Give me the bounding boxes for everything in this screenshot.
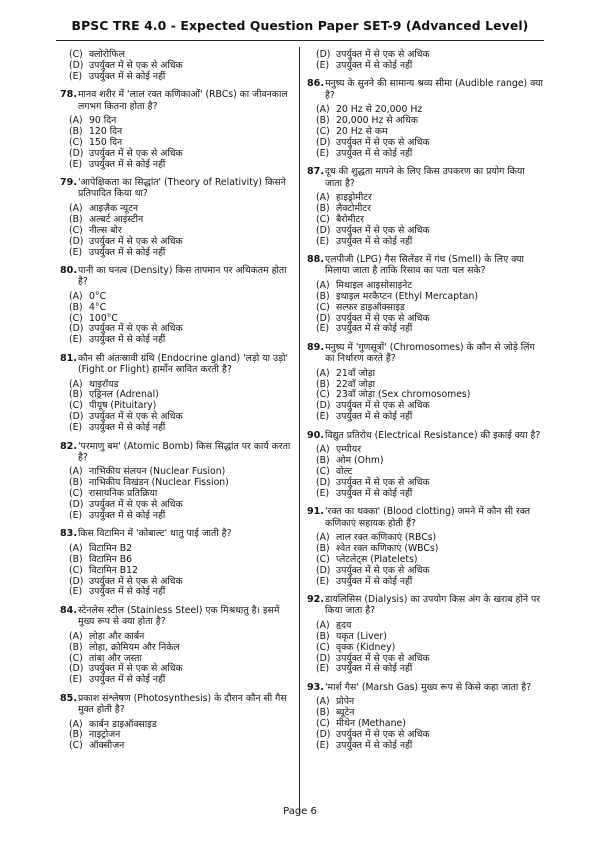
question-block — [307, 254, 543, 335]
option-label: (D) — [316, 476, 331, 488]
question-block — [60, 177, 296, 258]
question-number: 80. — [60, 264, 77, 276]
option-text: उपर्युक्त में से एक से अधिक — [336, 652, 430, 664]
option-label: (C) — [69, 488, 83, 500]
option-text: उपर्युक्त में से कोई नहीं — [336, 487, 413, 499]
option-text: उपर्युक्त में से कोई नहीं — [336, 235, 413, 247]
question-number: 86. — [307, 78, 324, 90]
option-label: (B) — [316, 630, 330, 642]
option-label: (E) — [69, 70, 83, 82]
option-text: लोहा, क्रोमियम और निकेल — [89, 641, 180, 653]
question-number: 93. — [307, 681, 324, 693]
option-text: ऑक्सीजन — [89, 740, 125, 752]
option — [307, 149, 543, 160]
option-label: (D) — [69, 235, 84, 247]
option-label: (E) — [316, 147, 330, 159]
option-text: मिथाइल आइसोसाइनेट — [336, 279, 413, 291]
carryover-options — [60, 50, 296, 83]
question-number: 84. — [60, 604, 77, 616]
option-text: उपर्युक्त में से कोई नहीं — [89, 422, 166, 434]
question-number: 90. — [307, 429, 324, 441]
option-label: (B) — [69, 477, 83, 489]
option-label: (C) — [69, 49, 83, 60]
option — [307, 324, 543, 335]
option-label: (A) — [316, 696, 330, 708]
question-header — [307, 682, 543, 693]
question-header — [307, 506, 543, 529]
question-header — [307, 342, 543, 365]
option-label: (C) — [69, 564, 83, 576]
option-text: उपर्युक्त में से कोई नहीं — [89, 510, 166, 522]
option-label: (D) — [316, 728, 331, 740]
option-text: अल्बर्ट आइंस्टीन — [89, 213, 144, 225]
option-text: 120 दिन — [89, 125, 123, 137]
option — [307, 412, 543, 423]
option-label: (D) — [316, 136, 331, 148]
question-text: प्रकाश संश्लेषण (Photosynthesis) के दौरान कौन सी गैस मुक्त होती है? — [78, 692, 287, 716]
option-text: नाइट्रोजन — [89, 729, 121, 741]
option-label: (D) — [316, 224, 331, 236]
question-number: 78. — [60, 89, 77, 101]
option-text: उपर्युक्त में से एक से अधिक — [89, 663, 183, 675]
option-label: (D) — [316, 49, 331, 60]
option-text: उपर्युक्त में से एक से अधिक — [336, 136, 430, 148]
header-rule — [56, 40, 544, 41]
option-text: उपर्युक्त में से कोई नहीं — [89, 246, 166, 258]
option — [60, 303, 296, 314]
option-label: (D) — [316, 564, 331, 576]
option-text: उपर्युक्त में से कोई नहीं — [336, 575, 413, 587]
option-text: श्वेत रक्त कणिकाएं (WBCs) — [336, 542, 439, 554]
option-text: वृक्क (Kidney) — [336, 641, 396, 653]
option-label: (C) — [69, 400, 83, 412]
option-text: उपर्युक्त में से एक से अधिक — [336, 728, 430, 740]
option — [307, 741, 543, 752]
option-label: (E) — [316, 487, 330, 499]
option-label: (A) — [316, 444, 330, 456]
option — [60, 160, 296, 171]
option — [60, 72, 296, 83]
option-text: 22वाँ जोड़ा — [336, 378, 376, 390]
question-text: एलपीजी (LPG) गैस सिलेंडर में गंध (Smell) के लिए क्या मिलाया जाता है ताकि रिसाव का पता चल सके? — [325, 254, 524, 277]
option-text: ब्यूटेन — [336, 707, 355, 719]
option-text: प्लेटलेट्स (Platelets) — [336, 553, 418, 565]
option-label: (E) — [69, 246, 83, 258]
option-text: उपर्युक्त में से एक से अधिक — [336, 476, 430, 488]
question-header — [60, 353, 296, 376]
question-block — [307, 682, 543, 752]
option-text: हृदय — [336, 619, 352, 631]
option-label: (C) — [316, 641, 330, 653]
option-text: उपर्युक्त में से कोई नहीं — [336, 739, 413, 751]
option — [60, 675, 296, 686]
option-label: (E) — [316, 739, 330, 751]
option-text: लाल रक्त कणिकाएं (RBCs) — [336, 531, 437, 543]
option-label: (D) — [69, 323, 84, 335]
question-header — [60, 528, 296, 539]
option-text: विटामिन B6 — [89, 553, 133, 565]
option-text: एड्रिनल (Adrenal) — [89, 389, 159, 401]
option-label: (A) — [316, 191, 330, 203]
page-title: BPSC TRE 4.0 - Expected Question Paper SET-9 (Advanced Level) — [71, 18, 529, 33]
option-label: (A) — [316, 104, 330, 116]
option-label: (E) — [69, 422, 83, 434]
option-text: ओम (Ohm) — [336, 455, 384, 466]
column-divider — [299, 47, 300, 813]
option-text: उपर्युक्त में से कोई नहीं — [336, 59, 413, 71]
option-label: (C) — [316, 718, 330, 730]
option-text: उपर्युक्त में से एक से अधिक — [336, 224, 430, 236]
option-text: 20 Hz से 20,000 Hz — [336, 104, 423, 116]
option-text: उपर्युक्त में से कोई नहीं — [89, 674, 166, 686]
option-label: (E) — [316, 235, 330, 247]
question-block — [307, 166, 543, 247]
option-label: (D) — [69, 59, 84, 71]
option-text: लोहा और कार्बन — [89, 630, 145, 642]
option — [307, 226, 543, 237]
option-text: उपर्युक्त में से एक से अधिक — [89, 323, 183, 335]
question-header — [307, 594, 543, 617]
option-text: 20 Hz से कम — [336, 125, 388, 137]
option-text: तांबा और जस्ता — [89, 652, 142, 664]
option-label: (E) — [316, 411, 330, 423]
option-label: (C) — [69, 652, 83, 664]
option — [60, 587, 296, 598]
option-text: उपर्युक्त में से एक से अधिक — [336, 49, 430, 60]
question-header — [307, 78, 543, 101]
option-label: (B) — [316, 542, 330, 554]
question-header — [60, 177, 296, 200]
option — [60, 643, 296, 654]
option — [307, 292, 543, 303]
option-text: रासायनिक प्रतिक्रिया — [89, 488, 158, 500]
option-label: (E) — [69, 158, 83, 170]
option — [307, 643, 543, 654]
question-block — [60, 605, 296, 686]
option-label: (A) — [316, 531, 330, 543]
question-number: 83. — [60, 528, 77, 540]
option-label: (B) — [69, 729, 83, 741]
question-block — [60, 89, 296, 170]
option-text: क्लोरोफिल — [89, 49, 125, 60]
question-text: मानव शरीर में 'लाल रक्त कणिकाओं' (RBCs) का जीवनकाल लगभग कितना होता है? — [78, 89, 288, 112]
option-text: यकृत (Liver) — [336, 630, 387, 642]
option — [307, 664, 543, 675]
question-number: 79. — [60, 177, 77, 189]
option-label: (E) — [69, 674, 83, 686]
option-label: (C) — [69, 136, 83, 148]
question-text: विद्युत प्रतिरोध (Electrical Resistance) की इकाई क्या है? — [325, 429, 541, 441]
question-number: 88. — [307, 254, 324, 265]
option-text: उपर्युक्त में से एक से अधिक — [89, 235, 183, 247]
question-text: किस विटामिन में 'कोबाल्ट' धातु पाई जाती है? — [78, 528, 232, 540]
option-label: (D) — [69, 499, 84, 511]
option — [307, 632, 543, 643]
option-text: नील्स बोर — [89, 224, 122, 236]
option — [307, 237, 543, 248]
option-text: 23वाँ जोड़ा (Sex chromosomes) — [336, 389, 471, 401]
option-text: 90 दिन — [89, 115, 117, 127]
page-number: Page 6 — [283, 806, 317, 817]
question-block — [307, 506, 543, 587]
option-label: (D) — [316, 652, 331, 664]
option-label: (B) — [316, 378, 330, 390]
option-label: (B) — [69, 213, 83, 225]
question-block — [307, 594, 543, 675]
left-question-list — [60, 89, 296, 752]
option-label: (A) — [69, 542, 83, 554]
option-text: पीयूष (Pituitary) — [89, 400, 157, 412]
option-label: (A) — [69, 718, 83, 730]
option-label: (A) — [69, 290, 83, 302]
question-block — [307, 78, 543, 159]
option-text: वोल्ट — [336, 465, 353, 477]
question-block — [60, 353, 296, 434]
option-label: (C) — [316, 213, 330, 225]
option-label: (C) — [316, 389, 330, 401]
option-label: (D) — [69, 575, 84, 587]
option-label: (E) — [316, 59, 330, 71]
option-label: (E) — [316, 575, 330, 587]
option — [60, 511, 296, 522]
right-question-list — [307, 78, 543, 751]
question-block — [60, 528, 296, 598]
option-label: (A) — [316, 367, 330, 379]
option-label: (D) — [316, 400, 331, 412]
option-text: 21वाँ जोड़ा — [336, 367, 376, 379]
question-text: पानी का घनत्व (Density) किस तापमान पर अधिकतम होता है? — [78, 264, 287, 288]
option-label: (A) — [69, 378, 83, 390]
option — [307, 369, 543, 380]
question-block — [307, 430, 543, 500]
option-label: (A) — [316, 279, 330, 291]
option-text: 150 दिन — [89, 136, 123, 148]
option — [60, 741, 296, 752]
question-text: मनुष्य के सुनने की सामान्य श्रव्य सीमा (Audible range) क्या है? — [325, 78, 543, 101]
option-label: (C) — [69, 740, 83, 752]
question-text: मनुष्य में 'गुणसूत्रों' (Chromosomes) के कौन से जोड़े लिंग का निर्धारण करते हैं? — [325, 341, 535, 365]
option-text: उपर्युक्त में से कोई नहीं — [336, 411, 413, 423]
option-label: (A) — [69, 466, 83, 478]
option-label: (B) — [69, 553, 83, 565]
option-label: (B) — [69, 389, 83, 401]
option-label: (E) — [316, 663, 330, 675]
option — [307, 61, 543, 72]
question-text: कौन सी अंतःस्रावी ग्रंथि (Endocrine gland) 'लड़ो या उड़ो' (Fight or Flight) हार्मोन स्रावित करती है? — [78, 352, 289, 376]
option-label: (C) — [316, 301, 330, 313]
option-label: (D) — [316, 312, 331, 324]
question-header — [307, 254, 543, 277]
option-text: विटामिन B2 — [89, 542, 133, 554]
option-label: (B) — [316, 455, 330, 466]
question-number: 81. — [60, 352, 77, 364]
option — [60, 335, 296, 346]
option-label: (B) — [69, 125, 83, 137]
option-label: (D) — [69, 147, 84, 159]
question-number: 82. — [60, 440, 77, 452]
question-number: 85. — [60, 692, 77, 704]
option-text: आइज़ैक न्यूटन — [89, 202, 139, 214]
option — [307, 303, 543, 314]
option-label: (E) — [69, 334, 83, 346]
option-text: विटामिन B12 — [89, 564, 138, 576]
carryover-options — [307, 50, 543, 72]
option-text: 0°C — [89, 290, 107, 302]
question-text: 'रक्त का थक्का' (Blood clotting) जमने में कौन सी रक्त कणिकाएं सहायक होती हैं? — [325, 506, 531, 529]
option-text: लैक्टोमीटर — [336, 202, 371, 214]
option — [60, 566, 296, 577]
option-label: (B) — [316, 202, 330, 214]
option-label: (D) — [69, 411, 84, 423]
option-label: (C) — [316, 553, 330, 565]
question-header — [60, 693, 296, 716]
question-block — [307, 342, 543, 423]
option-text: उपर्युक्त में से कोई नहीं — [89, 586, 166, 598]
option-text: उपर्युक्त में से एक से अधिक — [89, 411, 183, 423]
option-text: उपर्युक्त में से कोई नहीं — [336, 323, 413, 335]
option-text: उपर्युक्त में से कोई नहीं — [89, 334, 166, 346]
question-number: 87. — [307, 166, 324, 178]
option-text: हाइड्रोमीटर — [336, 191, 372, 203]
question-text: 'आपेक्षिकता का सिद्धांत' (Theory of Relativity) किसने प्रतिपादित किया था? — [78, 177, 286, 200]
option-text: उपर्युक्त में से एक से अधिक — [89, 499, 183, 511]
option-label: (C) — [69, 224, 83, 236]
option-label: (B) — [69, 641, 83, 653]
option-text: उपर्युक्त में से एक से अधिक — [89, 575, 183, 587]
option-label: (B) — [316, 707, 330, 719]
option — [60, 237, 296, 248]
option-label: (D) — [69, 663, 84, 675]
option-text: उपर्युक्त में से कोई नहीं — [89, 70, 166, 82]
option-label: (C) — [316, 125, 330, 137]
option-label: (A) — [316, 619, 330, 631]
option-label: (A) — [69, 202, 83, 214]
option-text: प्रोपेन — [336, 696, 355, 708]
option-text: मीथेन (Methane) — [336, 718, 406, 730]
option-text: एम्पीयर — [336, 444, 361, 456]
option-text: उपर्युक्त में से कोई नहीं — [89, 158, 166, 170]
right-column — [307, 50, 543, 758]
option-text: नाभिकीय संलयन (Nuclear Fusion) — [89, 466, 226, 478]
question-block — [60, 265, 296, 346]
question-text: 'परमाणु बम' (Atomic Bomb) किस सिद्धांत पर कार्य करता है? — [78, 440, 291, 463]
option-text: उपर्युक्त में से एक से अधिक — [89, 59, 183, 71]
option-text: उपर्युक्त में से एक से अधिक — [336, 400, 430, 412]
option-text: बैरोमीटर — [336, 213, 364, 225]
option-label: (C) — [316, 465, 330, 477]
option-text: उपर्युक्त में से कोई नहीं — [336, 663, 413, 675]
option-text: उपर्युक्त में से एक से अधिक — [336, 564, 430, 576]
question-number: 89. — [307, 341, 324, 353]
option-label: (B) — [316, 115, 330, 127]
option — [307, 489, 543, 500]
question-header — [60, 89, 296, 112]
option-text: कार्बन डाइऑक्साइड — [89, 718, 157, 730]
option — [60, 632, 296, 643]
option — [307, 577, 543, 588]
option — [60, 423, 296, 434]
option-label: (A) — [69, 115, 83, 127]
left-column — [60, 50, 296, 759]
question-block — [60, 693, 296, 753]
question-text: दूध की शुद्धता मापने के लिए किस उपकरण का प्रयोग किया जाता है? — [325, 166, 525, 189]
question-block — [60, 441, 296, 522]
option-text: थाइरॉयड — [89, 378, 119, 390]
option-label: (E) — [69, 510, 83, 522]
option-label: (E) — [69, 586, 83, 598]
question-number: 92. — [307, 593, 324, 605]
option-label: (B) — [316, 290, 330, 302]
option — [60, 248, 296, 259]
question-text: 'मार्श गैस' (Marsh Gas) मुख्य रूप से किसे कहा जाता है? — [325, 681, 532, 693]
question-text: स्टेनलेस स्टील (Stainless Steel) एक मिश्रधातु है। इसमें मुख्य रूप से क्या होता है? — [78, 604, 280, 628]
option-label: (C) — [69, 312, 83, 324]
question-header — [60, 605, 296, 628]
question-header — [60, 441, 296, 464]
question-header — [60, 265, 296, 288]
option — [60, 226, 296, 237]
option-text: सल्फर डाइऑक्साइड — [336, 301, 405, 313]
question-number: 91. — [307, 506, 324, 518]
option-text: 100°C — [89, 312, 118, 324]
option-text: 20,000 Hz से अधिक — [336, 115, 418, 127]
question-header — [307, 166, 543, 189]
option-text: उपर्युक्त में से कोई नहीं — [336, 147, 413, 159]
option-text: इथाइल मरकैप्टन (Ethyl Mercaptan) — [336, 290, 478, 302]
question-header — [307, 430, 543, 441]
question-text: डायलिसिस (Dialysis) का उपयोग किस अंग के खराब होने पर किया जाता है? — [325, 593, 541, 617]
option-label: (B) — [69, 301, 83, 313]
option-label: (A) — [69, 630, 83, 642]
option — [307, 566, 543, 577]
option-text: उपर्युक्त में से एक से अधिक — [89, 147, 183, 159]
option-text: उपर्युक्त में से एक से अधिक — [336, 312, 430, 324]
option-label: (E) — [316, 323, 330, 335]
option-text: नाभिकीय विखंडन (Nuclear Fission) — [89, 477, 229, 489]
option-text: 4°C — [89, 301, 107, 313]
option — [60, 292, 296, 303]
